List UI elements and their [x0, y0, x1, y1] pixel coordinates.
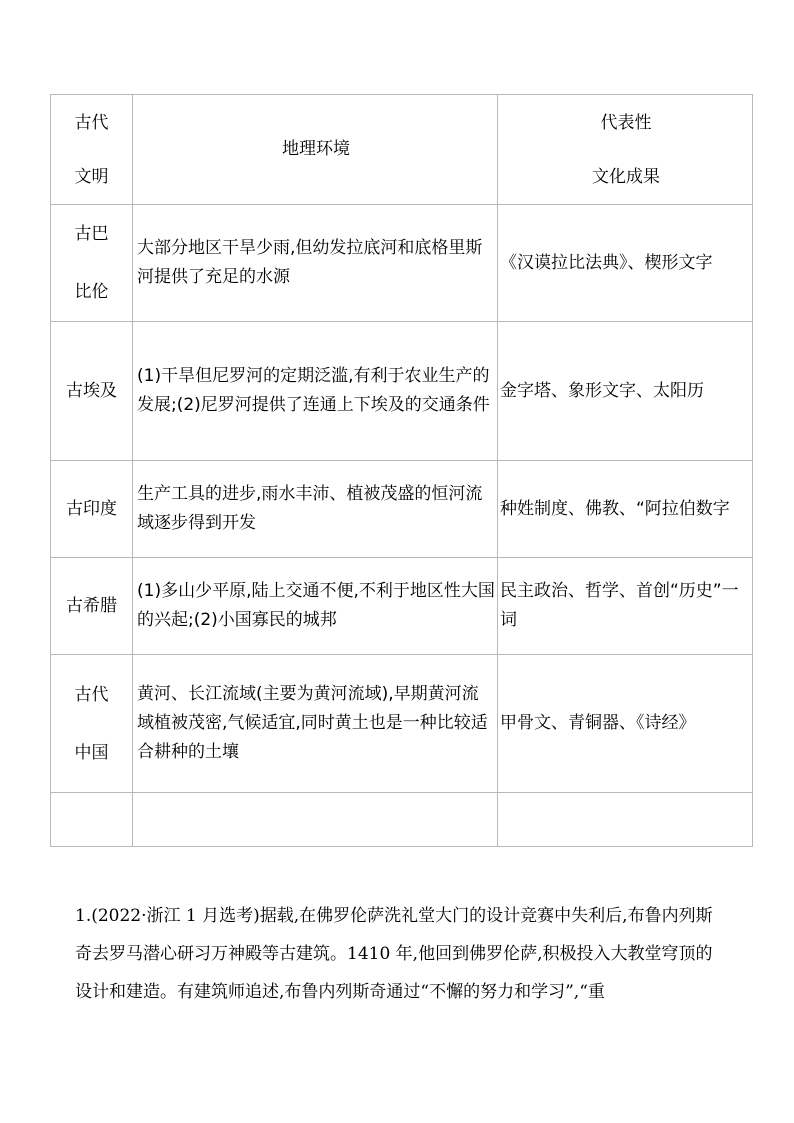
civ-name: [51, 461, 133, 558]
header-environment: [133, 95, 498, 205]
header-achievements-line2: 文化成果: [592, 166, 660, 187]
civ-environment-text: (1)干旱但尼罗河的定期泛滥,有利于农业生产的发展;(2)尼罗河提供了连通上下埃及的交通条件: [137, 366, 490, 415]
civ-name-line2: 比伦: [74, 282, 109, 302]
header-civilization: [51, 95, 133, 205]
question-text: 1.(2022·浙江 1 月选考)据载,在佛罗伦萨洗礼堂大门的设计竞赛中失利后,布鲁内列斯奇去罗马潜心研习万神殿等古建筑。1410 年,他回到佛罗伦萨,积极投入大教堂穹顶的设计和建造。有建筑师追述,布鲁内列斯奇通过“不懈的努力和学习”,“重: [75, 906, 713, 1002]
civ-environment-text: 黄河、长江流域(主要为黄河流域),早期黄河流域植被茂密,气候适宜,同时黄土也是一种比较适合耕种的土壤: [137, 684, 488, 762]
civ-environment: [133, 558, 498, 655]
header-achievements-line1: 代表性: [600, 112, 652, 133]
civ-name-line1: 古印度: [66, 498, 117, 519]
civ-name-line1: 古埃及: [66, 380, 117, 401]
table-row: [51, 655, 753, 793]
civ-name: [51, 655, 133, 793]
civ-name-line2: 中国: [74, 742, 109, 763]
table-row: [51, 205, 753, 322]
civ-name: [51, 322, 133, 461]
table-row: [51, 322, 753, 461]
civ-achievements-text: 民主政治、哲学、首创“历史”一词: [500, 581, 739, 630]
table-row: [51, 461, 753, 558]
empty-cell: [498, 793, 753, 847]
civ-environment: [133, 655, 498, 793]
civ-achievements: [498, 461, 753, 558]
civ-achievements-text: 《汉谟拉比法典》、楔形文字: [500, 252, 713, 273]
civ-achievements-text: 金字塔、象形文字、太阳历: [500, 380, 704, 401]
civ-name-line1: 古希腊: [66, 595, 117, 616]
civ-achievements: [498, 205, 753, 322]
civ-achievements: [498, 322, 753, 461]
table-row-empty: [51, 793, 753, 847]
table-row: [51, 558, 753, 655]
civ-name: [51, 205, 133, 322]
civ-achievements: [498, 655, 753, 793]
civ-achievements-text: 甲骨文、青铜器、《诗经》: [500, 713, 696, 733]
civ-name-line1: 古巴: [74, 224, 109, 244]
civ-name: [51, 558, 133, 655]
header-achievements: [498, 95, 753, 205]
civ-environment-text: 大部分地区干旱少雨,但幼发拉底河和底格里斯河提供了充足的水源: [137, 238, 483, 287]
empty-cell: [51, 793, 133, 847]
header-civilization-line1: 古代: [74, 112, 109, 133]
civ-environment: [133, 322, 498, 461]
civ-environment-text: (1)多山少平原,陆上交通不便,不利于地区性大国的兴起;(2)小国寡民的城邦: [137, 581, 495, 630]
header-environment-label: 地理环境: [282, 139, 350, 159]
header-civilization-line2: 文明: [74, 166, 109, 187]
civ-achievements-text: 种姓制度、佛教、“阿拉伯数字: [500, 498, 730, 519]
civ-environment-text: 生产工具的进步,雨水丰沛、植被茂盛的恒河流域逐步得到开发: [137, 484, 483, 533]
table-header-row: [51, 95, 753, 205]
civ-environment: [133, 461, 498, 558]
civilization-table: [50, 94, 753, 847]
civ-achievements: [498, 558, 753, 655]
empty-cell: [133, 793, 498, 847]
civ-name-line1: 古代: [74, 684, 109, 705]
civ-environment: [133, 205, 498, 322]
